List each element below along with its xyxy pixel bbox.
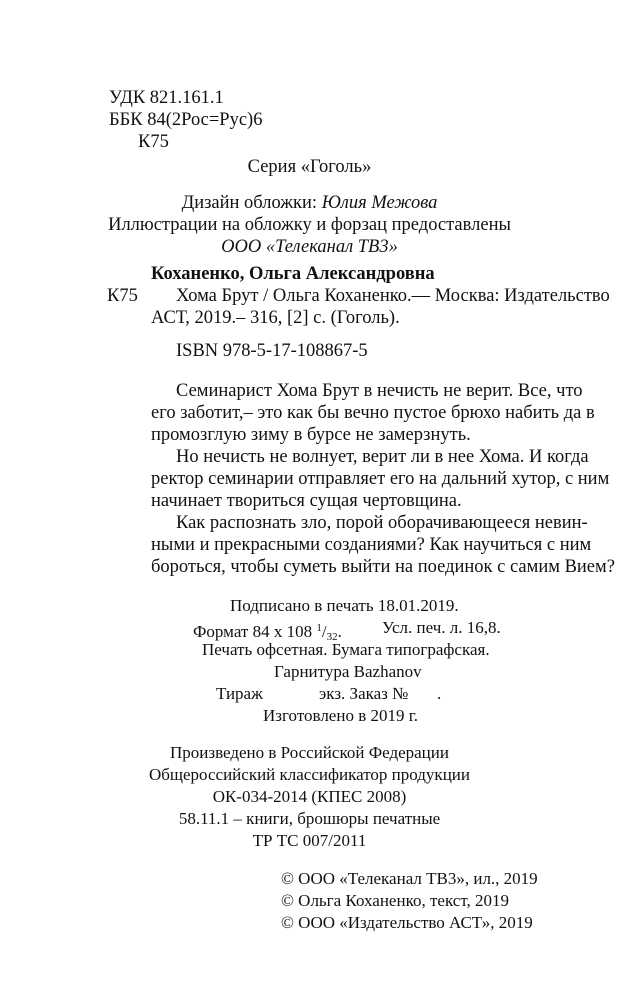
illustrations-credit: Иллюстрации на обложку и форзац предоставлены [108,215,511,235]
copyright-line1: © ООО «Телеканал ТВ3», ил., 2019 [281,869,538,888]
order-tail: . [437,684,442,703]
annotation-p2-line3: начинает твориться сущая чертовщина. [151,491,462,511]
production-line4: 58.11.1 – книги, брошюры печатные [178,809,441,828]
annotation-p3-line3: бороться, чтобы суметь выйти на поединок с самим Вием? [151,557,615,577]
udk-code: УДК 821.161.1 [109,88,224,108]
cover-design-name: Юлия Межова [321,193,438,213]
cover-design-label: Дизайн обложки: [181,193,322,213]
annotation-p1-line3: промозглую зиму в бурсе не замерзнуть. [151,425,471,445]
production-line3: ОК-034-2014 (КПЕС 2008) [212,787,407,806]
printed-sheets: Усл. печ. л. 16,8. [382,618,501,637]
annotation-p1-line1: Семинарист Хома Брут в нечисть не верит. Все, что [176,381,583,401]
copyright-line2: © Ольга Коханенко, текст, 2019 [281,891,509,910]
bbk-code: ББК 84(2Рос=Рус)6 [109,110,263,130]
copyright-line3: © ООО «Издательство АСТ», 2019 [281,913,533,932]
format: Формат 84 х 108 $^1/_{32}$. [193,622,342,643]
cover-design-credit [0,192,619,214]
circulation-label: Тираж [216,684,263,703]
bib-description-line1: Хома Брут / Ольга Коханенко.— Москва: Издательство [176,286,610,306]
annotation-p1-line2: его заботит,– это как бы вечно пустое брюхо набить да в [151,403,595,423]
annotation-p2-line2: ректор семинарии отправляет его на дальний хутор, с ним [151,469,610,489]
typeface: Гарнитура Bazhanov [274,662,422,681]
bib-description-line2: АСТ, 2019.– 316, [2] с. (Гоголь). [151,308,400,328]
author-mark: К75 [138,132,169,152]
production-line1: Произведено в Российской Федерации [170,743,449,762]
print-paper: Печать офсетная. Бумага типографская. [202,640,490,659]
bib-mark: К75 [107,286,138,306]
annotation-p3-line1: Как распознать зло, порой оборачивающееся невин- [176,513,588,533]
author-heading: Коханенко, Ольга Александровна [151,264,435,284]
production-line5: ТР ТС 007/2011 [252,831,367,850]
isbn: ISBN 978-5-17-108867-5 [176,341,368,361]
annotation-p2-line1: Но нечисть не волнует, верит ли в нее Хома. И когда [176,447,589,467]
annotation-p3-line2: ными и прекрасными созданиями? Как научиться с ним [151,535,592,555]
illustrations-source: ООО «Телеканал ТВ3» [221,237,398,257]
manufactured: Изготовлено в 2019 г. [263,706,419,725]
production-line2: Общероссийский классификатор продукции [149,765,470,784]
order-label: экз. Заказ № [319,684,409,703]
series-title: Серия «Гоголь» [247,157,372,177]
signed-for-print: Подписано в печать 18.01.2019. [230,596,459,615]
